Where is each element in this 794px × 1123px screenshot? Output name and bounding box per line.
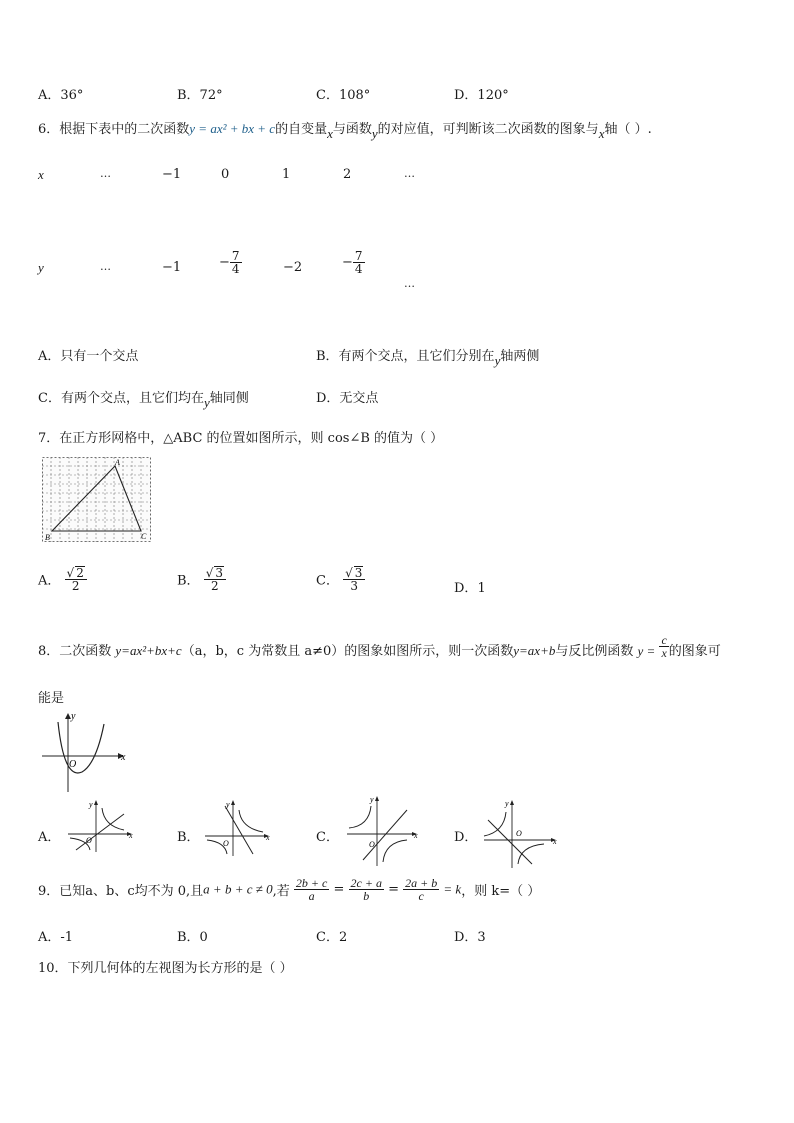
q6-table-y-1: −1 bbox=[162, 260, 182, 275]
q6-stem bbox=[38, 118, 652, 141]
q6-var-x: x bbox=[327, 126, 333, 141]
q9-f2-num: 2c + a bbox=[350, 876, 382, 890]
q8-origin: O bbox=[69, 759, 77, 770]
q8-option-b-graph bbox=[203, 800, 273, 856]
q9-stem-pre: 9．已知a、b、c均不为 0,且 bbox=[38, 884, 204, 899]
q8-axis-x: x bbox=[121, 752, 126, 763]
q8-inv-num: c bbox=[661, 633, 667, 647]
q6-var-x2: x bbox=[598, 126, 605, 141]
q6-stem-pre: 6．根据下表中的二次函数 bbox=[38, 122, 190, 137]
q9-option-b: B．0 bbox=[177, 930, 208, 945]
q9-option-d: D．3 bbox=[454, 930, 486, 945]
q8-d-axis-y: y bbox=[505, 799, 509, 808]
q8-a-axis-x: x bbox=[129, 831, 133, 840]
q8-b-origin: O bbox=[223, 839, 229, 848]
q7-option-c-rad: 3 bbox=[354, 566, 363, 580]
q6-var-y: y bbox=[371, 126, 378, 141]
q6-option-a: A．只有一个交点 bbox=[38, 349, 139, 364]
q8-a-origin: O bbox=[86, 836, 92, 845]
q6-stem-mid2: 与函数 bbox=[332, 122, 372, 137]
q8-inv-lhs: y = bbox=[637, 643, 656, 659]
q6-table-y-frac2 bbox=[342, 250, 365, 275]
q6-table-x-3: 1 bbox=[282, 167, 291, 182]
q8-b-axis-y: y bbox=[226, 800, 230, 809]
q8-linear: y=ax+b bbox=[513, 643, 556, 658]
q7-label-b: B bbox=[45, 533, 50, 542]
q6-table-y-0: … bbox=[100, 260, 111, 273]
q8-option-c-letter: C． bbox=[316, 830, 339, 845]
q6-stem-post: 的对应值，可判断该二次函数的图象与 bbox=[377, 122, 599, 137]
q10-stem: 10．下列几何体的左视图为长方形的是（ ） bbox=[38, 961, 293, 976]
q7-option-d-value: 1 bbox=[477, 581, 486, 596]
q8-b-axis-x: x bbox=[266, 833, 270, 842]
q9-stem-post: ，则 k=（ ） bbox=[461, 884, 541, 899]
q5-option-d: D．120° bbox=[454, 88, 509, 103]
q9-option-c: C．2 bbox=[316, 930, 348, 945]
q8-option-a-graph bbox=[66, 800, 136, 852]
q6-table-x-0: … bbox=[100, 167, 111, 180]
q8-d-origin: O bbox=[516, 829, 522, 838]
q7-option-a: A． $\frac{√ 2}{2}$ bbox=[38, 566, 87, 592]
q8-stem-post: 的图象可 bbox=[668, 644, 721, 659]
q7-label-a: A bbox=[115, 458, 120, 467]
q5-option-c: C．108° bbox=[316, 88, 371, 103]
q6-frac2-sign: − bbox=[342, 255, 353, 270]
q8-parabola-figure bbox=[40, 710, 130, 792]
q8-option-d-graph bbox=[482, 798, 562, 868]
q7-option-a-rad: 2 bbox=[76, 566, 84, 580]
q8-c-origin: O bbox=[369, 840, 375, 849]
q8-stem bbox=[38, 633, 721, 660]
q9-stem: 9．已知a、b、c均不为 0,且a + b + c ≠ 0,若 $\frac{2b + c}{a}$ = $\frac{2c + a}{b}$ = $\frac{2a + b}{c}$ = k，则 k=（ ） bbox=[38, 876, 541, 903]
q5-option-a: A．36° bbox=[38, 88, 84, 103]
q8-inv-den: x bbox=[661, 646, 667, 660]
q6-table-x-5: … bbox=[404, 167, 415, 180]
q8-a-axis-y: y bbox=[89, 800, 93, 809]
q7-option-c-letter: C． bbox=[316, 573, 339, 589]
q6-frac1-num: 7 bbox=[231, 249, 240, 263]
q8-option-a-letter: A． bbox=[38, 830, 61, 845]
q9-f2-den: b bbox=[363, 889, 370, 903]
q7-label-c: C bbox=[141, 532, 147, 541]
q6-formula: y = ax² + bx + c bbox=[189, 121, 276, 136]
q6-table-x-2: 0 bbox=[221, 167, 230, 182]
q8-option-c-graph bbox=[345, 794, 423, 866]
q9-eq-k: = k bbox=[443, 881, 462, 897]
q8-c-axis-x: x bbox=[414, 831, 418, 840]
q6-frac1-den: 4 bbox=[231, 262, 240, 276]
q6-table-x-1: −1 bbox=[162, 167, 182, 182]
q6-frac1-sign: − bbox=[219, 255, 230, 270]
q7-option-b-rad: 3 bbox=[215, 566, 223, 580]
q7-option-b-letter: B． bbox=[177, 573, 200, 589]
q7-option-d-letter: D． bbox=[454, 581, 478, 596]
q7-grid-figure bbox=[42, 457, 152, 543]
q9-f3-den: c bbox=[418, 889, 424, 903]
q9-cond: a + b + c ≠ 0 bbox=[203, 881, 273, 897]
q9-f3-num: 2a + b bbox=[405, 876, 438, 890]
q8-option-d-letter: D． bbox=[454, 830, 478, 845]
q6-table-x-4: 2 bbox=[343, 167, 352, 182]
q6-option-b-var: y bbox=[494, 353, 501, 368]
q6-frac2-den: 4 bbox=[354, 262, 363, 276]
q9-f1-num: 2b + c bbox=[295, 876, 328, 890]
q8-stem-mid: （a，b，c 为常数且 a≠0）的图象如图所示，则一次函数 bbox=[181, 644, 514, 659]
q8-stem-line2: 能是 bbox=[38, 691, 65, 706]
q8-d-axis-x: x bbox=[553, 837, 557, 846]
q6-option-c-post: 轴同侧 bbox=[209, 391, 249, 406]
q6-option-c-var: y bbox=[203, 395, 210, 410]
q6-option-d: D．无交点 bbox=[316, 391, 379, 406]
q6-option-c-pre: C．有两个交点，且它们均在 bbox=[38, 391, 204, 406]
q6-option-b bbox=[316, 345, 540, 368]
q7-option-c: C． $\frac{√ 3}{3}$ bbox=[316, 566, 365, 592]
q6-table-y-frac1 bbox=[219, 250, 242, 275]
q5-option-b: B．72° bbox=[177, 88, 223, 103]
q7-option-c-den: 3 bbox=[350, 579, 359, 593]
q7-stem: 7．在正方形网格中，△ABC 的位置如图所示，则 cos∠B 的值为（ ） bbox=[38, 431, 444, 446]
q6-stem-end: 轴（ ）. bbox=[604, 122, 652, 137]
q7-option-b-den: 2 bbox=[211, 579, 219, 593]
q9-f1-den: a bbox=[308, 889, 315, 903]
q6-table-y-5: … bbox=[404, 277, 415, 290]
q7-option-a-letter: A． bbox=[38, 573, 61, 589]
q6-option-b-post: 轴两侧 bbox=[500, 349, 540, 364]
q8-option-b-letter: B． bbox=[177, 830, 200, 845]
q8-c-axis-y: y bbox=[370, 795, 374, 804]
q8-stem-pre: 8．二次函数 bbox=[38, 644, 116, 659]
q9-stem-mid: ,若 bbox=[272, 884, 290, 899]
q7-option-a-den: 2 bbox=[71, 579, 80, 593]
q6-option-c bbox=[38, 387, 249, 410]
q6-frac2-num: 7 bbox=[354, 249, 363, 263]
q6-stem-mid1: 的自变量 bbox=[275, 122, 328, 137]
q9-option-a: A．-1 bbox=[38, 930, 74, 945]
q7-option-d bbox=[454, 577, 486, 596]
q8-stem-mid2: 与反比例函数 bbox=[555, 644, 634, 659]
q6-option-b-pre: B．有两个交点，且它们分别在 bbox=[316, 349, 495, 364]
q8-axis-y: y bbox=[71, 711, 76, 722]
q7-option-b: B． $\frac{√ 3}{2}$ bbox=[177, 566, 226, 592]
q6-table-y-label: y bbox=[38, 260, 44, 275]
q6-table-y-3: −2 bbox=[283, 260, 303, 275]
q6-table-x-label: x bbox=[38, 167, 44, 182]
q8-stem-formula: y=ax²+bx+c bbox=[115, 643, 182, 658]
